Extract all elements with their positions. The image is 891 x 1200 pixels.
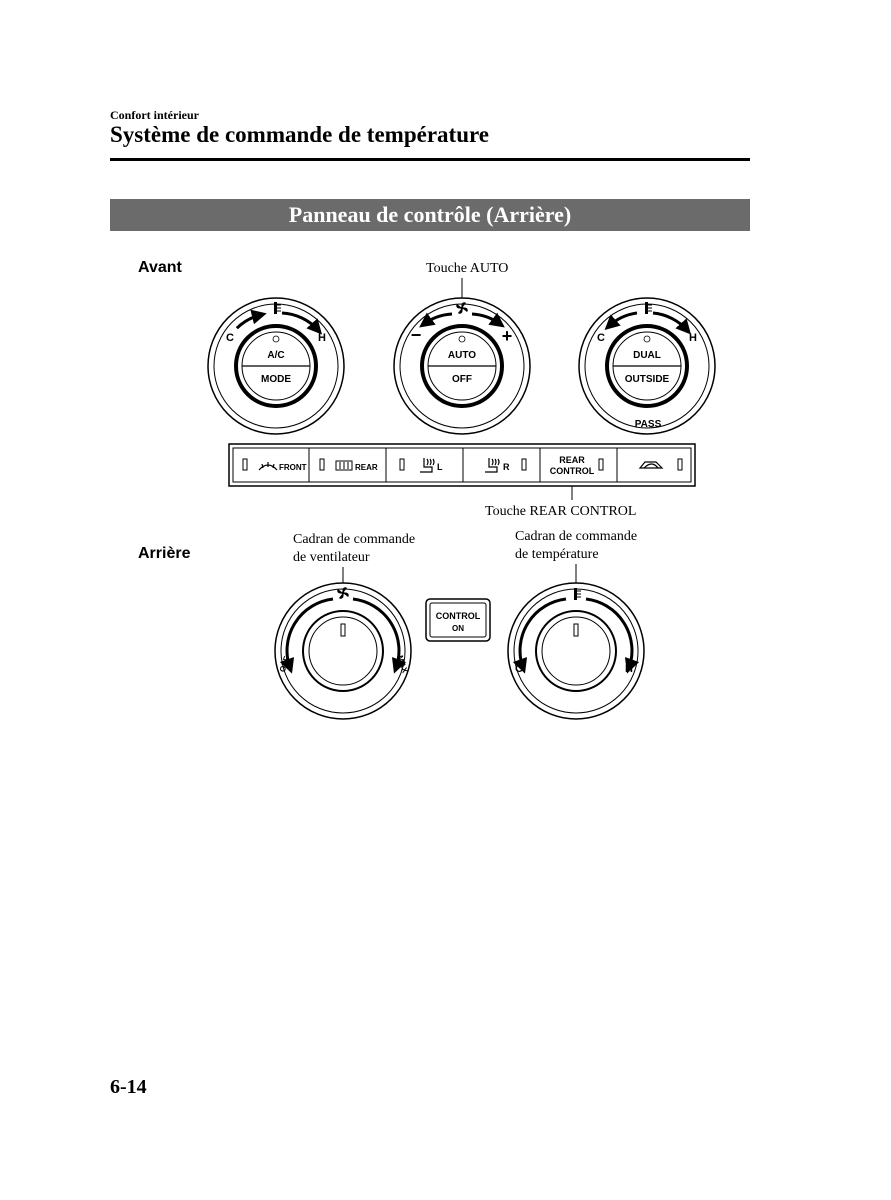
rear-temp-dial[interactable]	[508, 583, 644, 719]
right-dial-high-label: H	[689, 332, 697, 344]
off-button[interactable]: OFF	[452, 374, 472, 385]
section-label: Confort intérieur	[110, 108, 199, 122]
fan-dial-callout-line1: Cadran de commande	[293, 532, 416, 547]
seat-heater-left-indicator	[400, 459, 404, 470]
rear-label: Arrière	[138, 545, 191, 562]
temp-dial-callout-line1: Cadran de commande	[515, 529, 638, 544]
front-defrost-label: FRONT	[279, 463, 307, 472]
rear-control-label-line2: CONTROL	[549, 466, 595, 476]
mode-button[interactable]: MODE	[261, 374, 291, 385]
rear-fan-dial[interactable]	[275, 583, 411, 719]
front-label: Avant	[138, 259, 182, 276]
rear-temp-high-label: H	[625, 663, 633, 675]
temp-dial-pointer	[574, 624, 578, 636]
panel-heading: Panneau de contrôle (Arrière)	[110, 199, 750, 231]
dual-button[interactable]: DUAL	[633, 350, 661, 361]
rear-defrost-indicator	[320, 459, 324, 470]
seat-heater-right-indicator	[522, 459, 526, 470]
seat-heater-right-label: R	[503, 462, 510, 472]
recirculation-indicator	[678, 459, 682, 470]
fan-minus-label: −	[410, 325, 422, 345]
rear-control-callout: Touche REAR CONTROL	[485, 504, 637, 519]
seat-heater-left-label: L	[437, 462, 443, 472]
outside-button[interactable]: OUTSIDE	[624, 374, 670, 385]
ac-indicator	[273, 336, 279, 342]
control-on-button[interactable]	[426, 599, 490, 641]
front-right-dial	[579, 298, 715, 434]
fan-dial-pointer	[341, 624, 345, 636]
left-dial-high-label: H	[318, 332, 326, 344]
auto-button[interactable]: AUTO	[447, 350, 477, 361]
dual-indicator	[644, 336, 650, 342]
rear-temp-low-label: C	[515, 663, 523, 675]
ac-button[interactable]: A/C	[267, 350, 285, 361]
rear-defrost-label: REAR	[355, 463, 378, 472]
front-defrost-indicator	[243, 459, 247, 470]
pass-label: PASS	[634, 419, 662, 430]
left-dial-low-label: C	[226, 332, 234, 344]
front-center-dial	[394, 298, 530, 434]
rear-control-label-line1: REAR	[559, 455, 585, 465]
control-on-line1: CONTROL	[435, 611, 481, 621]
right-dial-low-label: C	[597, 332, 605, 344]
page-title: Système de commande de température	[110, 122, 489, 147]
auto-indicator	[459, 336, 465, 342]
fan-off-label: OFF	[277, 655, 292, 674]
temp-dial-callout-line2: de température	[515, 547, 599, 562]
front-left-dial	[208, 298, 344, 434]
fan-plus-label: +	[501, 326, 513, 346]
front-button-strip	[229, 444, 695, 486]
auto-callout: Touche AUTO	[426, 261, 509, 276]
page-number: 6-14	[110, 1076, 147, 1098]
fan-dial-callout-line2: de ventilateur	[293, 550, 370, 565]
rear-control-indicator	[599, 459, 603, 470]
control-on-line2: ON	[452, 624, 464, 633]
fan-max-label: MAX	[395, 654, 410, 675]
